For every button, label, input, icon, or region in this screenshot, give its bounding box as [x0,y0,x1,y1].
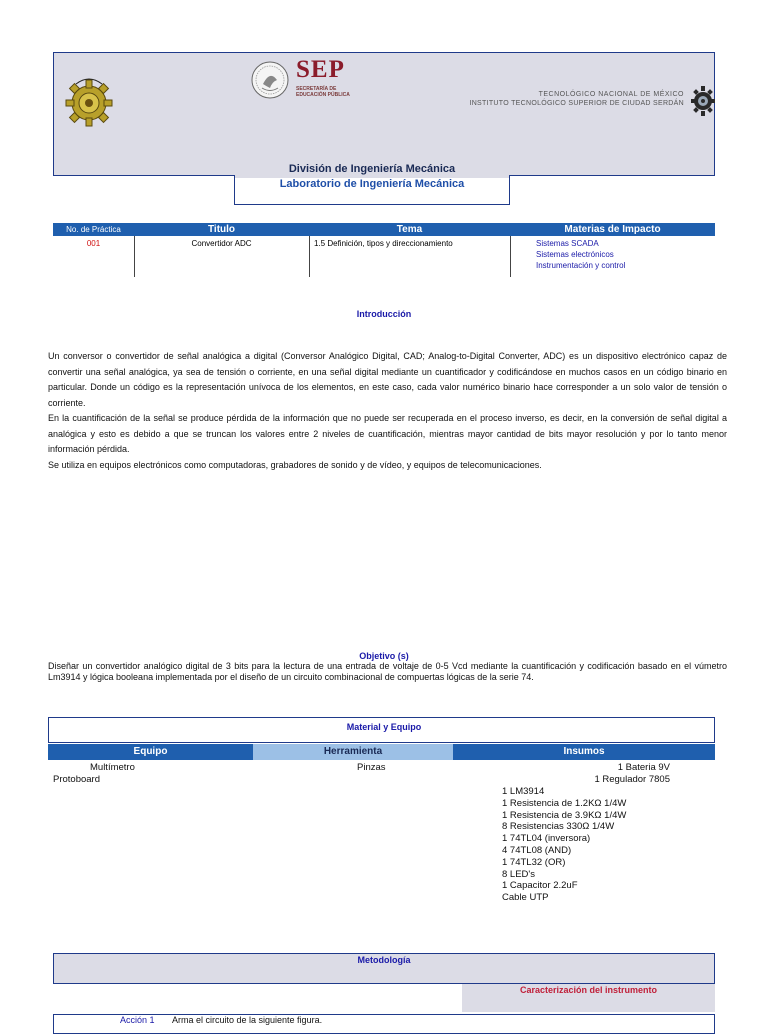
insumos-list [502,786,626,904]
division-title: División de Ingeniería Mecánica [288,163,456,175]
insumos-header: Insumos [453,744,715,760]
institution-line-1: TECNOLÓGICO NACIONAL DE MÉXICO [538,91,684,98]
subject-item: Instrumentación y control [536,261,626,270]
insumo-item: 4 74TL08 (AND) [502,844,572,856]
subject-item: Sistemas electrónicos [536,250,614,259]
mexico-coat-of-arms-icon [250,60,290,100]
practice-topic: 1.5 Definición, tipos y direccionamiento [314,239,453,248]
title-header: Titulo [134,223,309,236]
methodology-title: Metodología [357,955,411,965]
insumo-item: 1 Resistencia de 3.9KΩ 1/4W [502,809,627,821]
institution-line-2: INSTITUTO TECNOLÓGICO SUPERIOR DE CIUDAD SERDÁN [469,100,684,107]
subject-item: Sistemas SCADA [536,239,599,248]
insumo-item: 1 LM3914 [502,786,545,797]
equipo-header: Equipo [48,744,253,760]
intro-paragraph: En la cuantificación de la señal se produce pérdida de la información que no puede ser recuperada en el proceso inverso, es decir, en la conversión de señal digital a analógica y esto es debido a que se truncan los valores entre 2 niveles de cuantificación, mientras mayor cantidad de bits mayor resolución y por lo tanto menor información pérdida. [48,413,727,454]
itscs-gear-logo [691,84,715,118]
practice-number: 001 [86,239,101,248]
subjects-list [536,238,715,271]
objective-text: Diseñar un convertidor analógico digital de 3 bits para la lectura de una entrada de voltaje de 0-5 Vcd mediante la cuantificación y codificación basado en el vúmetro Lm3914 y lógica booleana implementada por el diseño de un circuito combinacional de compuertas lógicas de la serie 74. [48,661,727,682]
equipo-item: Multímetro [90,762,135,773]
intro-paragraph: Un conversor o convertidor de señal analógica a digital (Conversor Analógico Digital, CAD; Analog-to-Digital Converter, ADC) es un dispositivo electrónico capaz de convertir una señal analógica, ya sea de tensión o corriente, en una señal digital mediante un cuantificador y codificándose en muchos casos en un código binario en particular. Donde un código es la representación unívoca de los elementos, en este caso, cada valor numérico binario hace corresponder a un solo valor de tensión o corriente. [48,351,727,408]
insumo-item: 1 74TL32 (OR) [502,856,566,868]
insumo-item: 1 Resistencia de 1.2KΩ 1/4W [502,797,627,809]
insumo-item: 1 Bateria 9V [617,762,670,773]
header-panel [53,52,715,176]
mechanical-engineering-gear-logo [62,74,116,128]
topic-header: Tema [309,223,510,236]
objective-title: Objetivo (s) [359,651,409,661]
action-text: Arma el circuito de la siguiente figura. [172,1015,323,1025]
characterization-title: Caracterización del instrumento [519,985,658,995]
intro-paragraph: Se utiliza en equipos electrónicos como computadoras, grabadores de sonido y de vídeo, y equipos de telecomunicaciones. [48,459,542,470]
laboratory-title: Laboratorio de Ingeniería Mecánica [279,178,465,190]
sep-logo-text: SEP [296,56,345,83]
insumo-item: Cable UTP [502,892,549,904]
herramienta-item: Pinzas [357,762,386,773]
insumo-item: 1 Capacitor 2.2uF [502,880,578,892]
insumo-item: 8 Resistencias 330Ω 1/4W [502,821,615,833]
action-label: Acción 1 [120,1015,155,1025]
equipo-item: Protoboard [53,774,101,785]
practice-number-header: No. de Práctica [53,223,134,236]
introduction-text [48,349,727,473]
introduction-title: Introducción [356,309,412,319]
sep-subtitle: SECRETARÍA DE EDUCACIÓN PÚBLICA [296,86,350,98]
practice-title: Convertidor ADC [191,239,252,248]
insumo-item: 1 74TL04 (inversora) [502,833,591,845]
materials-title: Material y Equipo [346,722,422,732]
insumo-item: 8 LED's [502,868,535,880]
insumo-item: 1 Regulador 7805 [594,774,670,785]
subjects-header: Materias de Impacto [510,223,715,236]
herramienta-header: Herramienta [253,744,453,760]
